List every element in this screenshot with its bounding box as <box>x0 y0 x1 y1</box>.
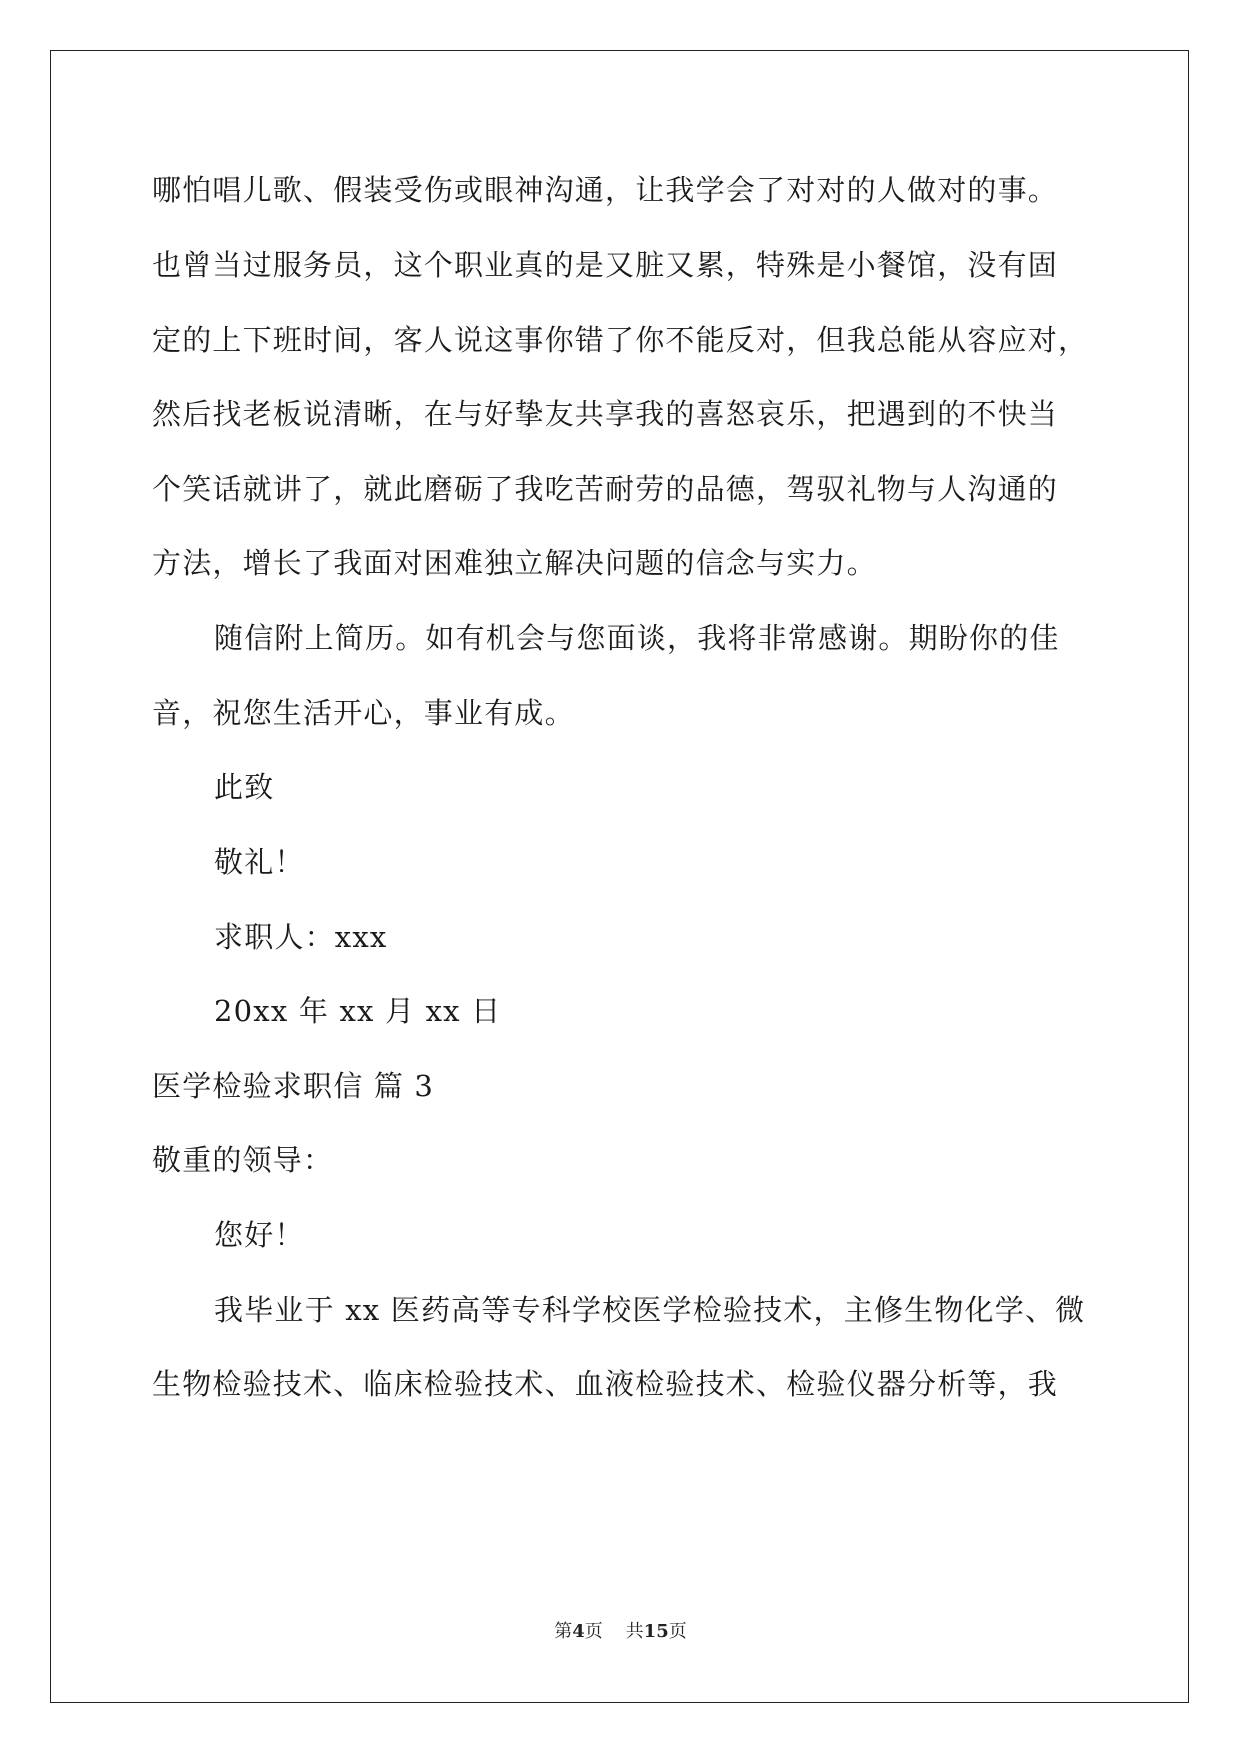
footer-page-number: 4 <box>572 1621 585 1642</box>
text-line: 我毕业于 xx 医药高等专科学校医学检验技术，主修生物化学、微 <box>214 1293 1086 1327</box>
text-line: 定的上下班时间，客人说这事你错了你不能反对，但我总能从容应对， <box>152 323 1089 357</box>
text-line: 随信附上简历。如有机会与您面谈，我将非常感谢。期盼你的佳 <box>214 621 1060 655</box>
footer-prefix: 第 <box>554 1621 573 1642</box>
letter-date: 20xx 年 xx 月 xx 日 <box>214 994 502 1028</box>
closing-regards: 敬礼！ <box>214 845 305 879</box>
text-line: 也曾当过服务员，这个职业真的是又脏又累，特殊是小餐馆，没有固 <box>152 248 1059 282</box>
footer-mid: 页 共 <box>584 1621 644 1642</box>
text-line: 哪怕唱儿歌、假装受伤或眼神沟通，让我学会了对对的人做对的事。 <box>152 173 1059 207</box>
footer-suffix: 页 <box>668 1621 687 1642</box>
text-line: 个笑话就讲了，就此磨砺了我吃苦耐劳的品德，驾驭礼物与人沟通的 <box>152 472 1059 506</box>
footer-total-pages: 15 <box>643 1621 669 1642</box>
greeting: 敬重的领导： <box>152 1143 334 1177</box>
text-line: 方法，增长了我面对困难独立解决问题的信念与实力。 <box>152 546 877 580</box>
closing-salutation: 此致 <box>214 770 275 804</box>
text-line: 生物检验技术、临床检验技术、血液检验技术、检验仪器分析等，我 <box>152 1367 1059 1401</box>
applicant-signature: 求职人：xxx <box>214 920 388 954</box>
text-line: 音，祝您生活开心，事业有成。 <box>152 696 575 730</box>
section-heading: 医学检验求职信 篇 3 <box>152 1069 435 1103</box>
page-footer <box>0 1617 1241 1643</box>
text-line: 然后找老板说清晰，在与好挚友共享我的喜怒哀乐，把遇到的不快当 <box>152 397 1059 431</box>
greeting-hello: 您好！ <box>214 1218 305 1252</box>
